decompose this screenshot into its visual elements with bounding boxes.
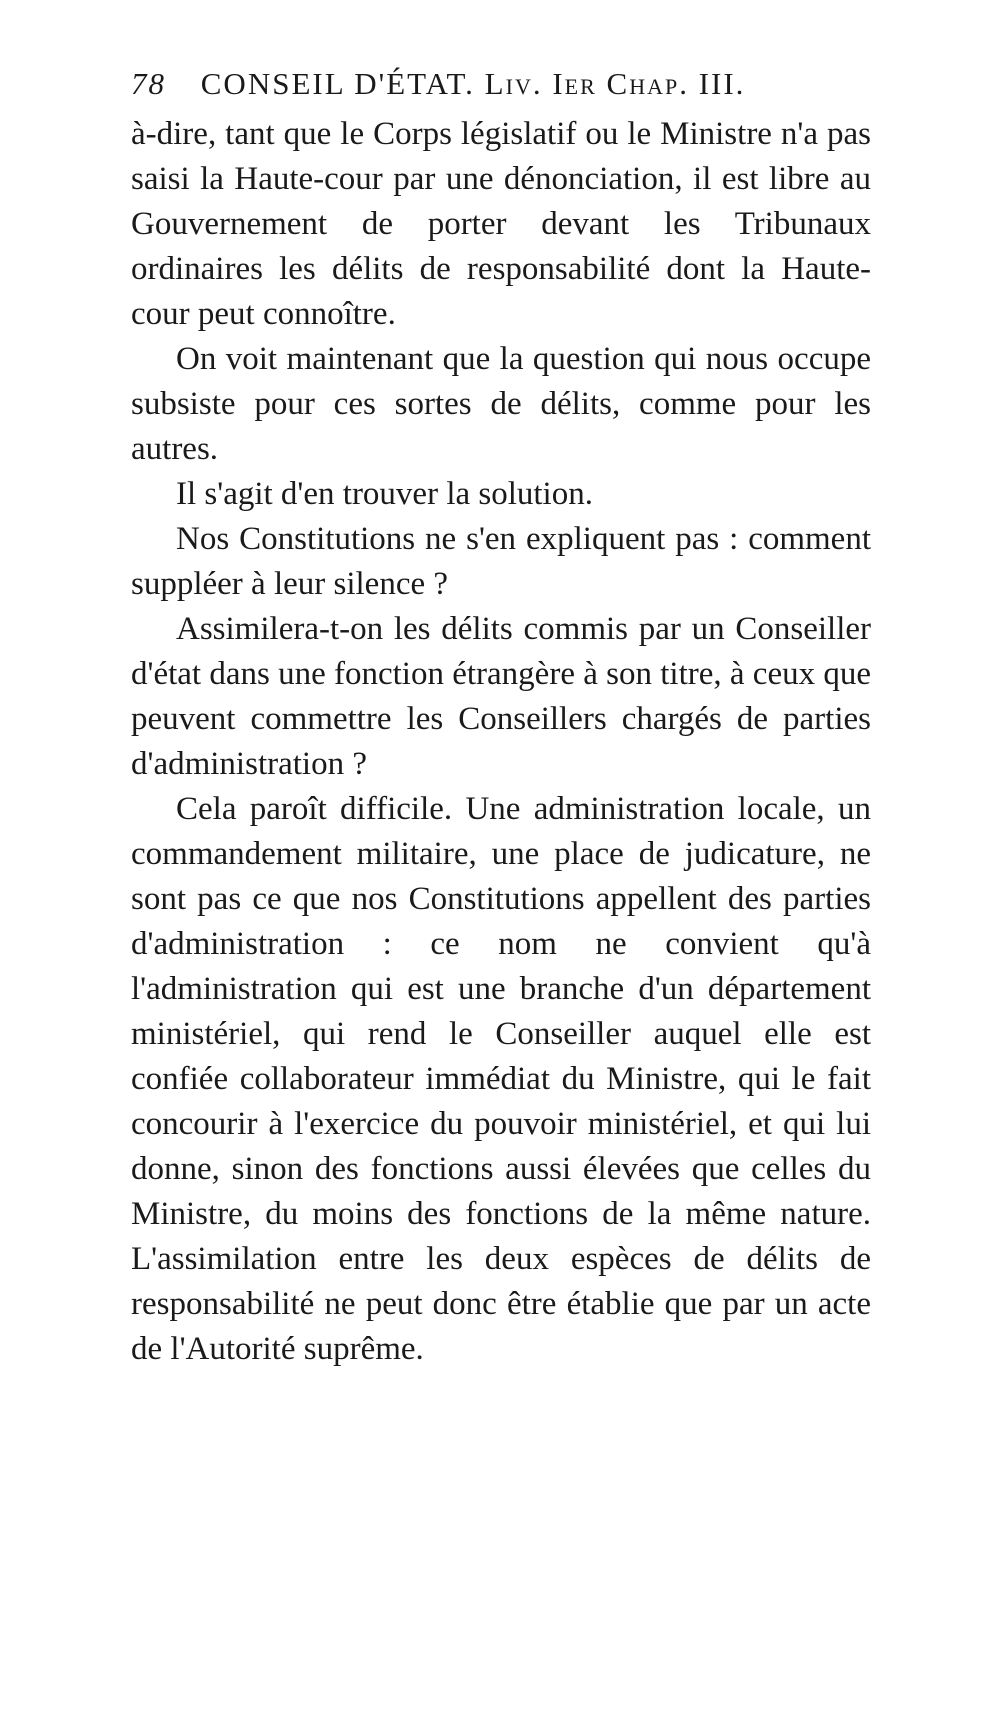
paragraph: Nos Constitutions ne s'en expliquent pas : comment suppléer à leur silence ? bbox=[131, 521, 871, 602]
paragraph: On voit maintenant que la question qui nous occupe subsiste pour ces sortes de délits, comme pour les autres. bbox=[131, 341, 871, 467]
paragraph: Il s'agit d'en trouver la solution. bbox=[176, 476, 593, 512]
running-head bbox=[131, 64, 871, 104]
body-text bbox=[131, 112, 871, 1372]
paragraph: Cela paroît difficile. Une administration locale, un commandement militaire, une place de judicature, ne sont pas ce que nos Constitutions appellent des parties d'administration : ce nom ne convient qu'à l'administration qui est une branche d'un département ministériel, qui rend le Conseiller auquel elle est confiée collaborateur immédiat du Ministre, qui le fait concourir à l'exercice du pouvoir ministériel, et qui lui donne, sinon des fonctions aussi élevées que celles du Ministre, du moins des fonctions de la même nature. L'assimilation entre les deux espèces de délits de responsabilité ne peut donc être établie que par un acte de l'Autorité suprême. bbox=[131, 791, 871, 1367]
paragraph: Assimilera-t-on les délits commis par un Conseiller d'état dans une fonction étrangère à son titre, à ceux que peuvent commettre les Conseillers chargés de parties d'administration ? bbox=[131, 611, 871, 782]
paragraph-continued: à-dire, tant que le Corps législatif ou le Ministre n'a pas saisi la Haute-cour par une dénonciation, il est libre au Gouvernement de porter devant les Tribunaux ordinaires les délits de responsabilité dont la Haute-cour peut connoître. bbox=[131, 116, 871, 332]
page-number: 78 bbox=[131, 66, 166, 101]
running-title: CONSEIL D'ÉTAT. Liv. Ier Chap. III. bbox=[200, 66, 746, 101]
